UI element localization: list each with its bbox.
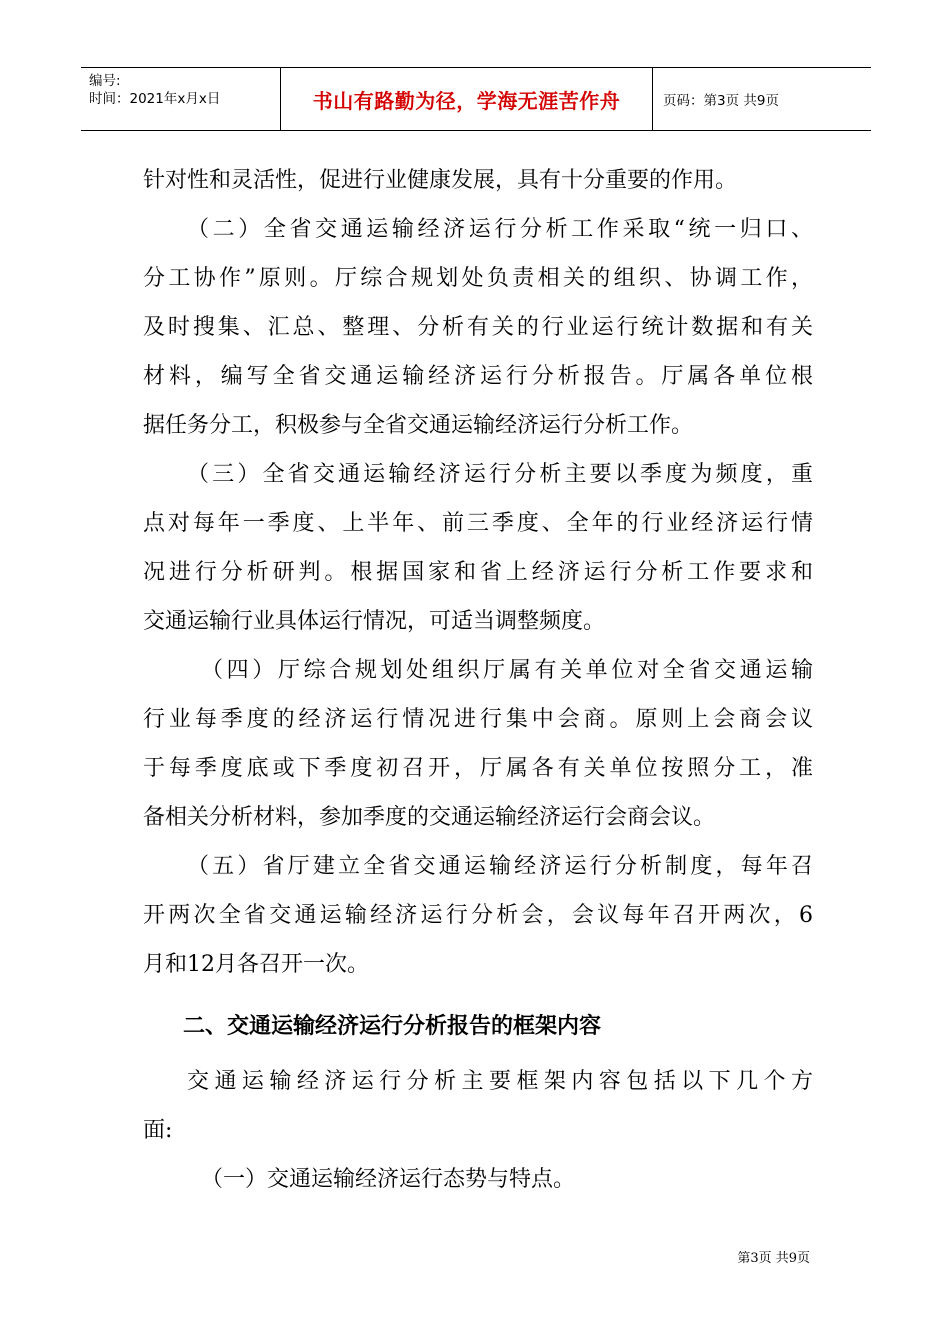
- header-table: [81, 67, 871, 131]
- paragraph-line: 于每季度底或下季度初召开，厅属各有关单位按照分工，准: [143, 756, 813, 781]
- paragraph-line: 及时搜集、汇总、整理、分析有关的行业运行统计数据和有关: [143, 315, 813, 340]
- paragraph-line: 面:: [143, 1118, 173, 1143]
- header-motto: 书山有路勤为径，学海无涯苦作舟: [281, 68, 653, 130]
- header-page-number: 页码：第3页 共9页: [663, 93, 779, 109]
- footer-page-number: 第3页 共9页: [737, 1251, 810, 1266]
- paragraph-line: 材料，编写全省交通运输经济运行分析报告。厅属各单位根: [143, 364, 813, 389]
- paragraph-line: （五）省厅建立全省交通运输经济运行分析制度，每年召: [187, 854, 813, 879]
- paragraph-line: （三）全省交通运输经济运行分析主要以季度为频度，重: [187, 462, 813, 487]
- paragraph-line: 交通运输经济运行分析主要框架内容包括以下几个方: [187, 1069, 813, 1094]
- section-heading: 二、交通运输经济运行分析报告的框架内容: [183, 1014, 602, 1039]
- paragraph-line: 点对每年一季度、上半年、前三季度、全年的行业经济运行情: [143, 511, 813, 536]
- document-date-label: 时间：2021年x月x日: [89, 91, 221, 107]
- paragraph-line: 交通运输行业具体运行情况，可适当调整频度。: [143, 609, 606, 634]
- paragraph-line: 备相关分析材料，参加季度的交通运输经济运行会商会议。: [143, 805, 716, 830]
- paragraph-line: 月和12月各召开一次。: [143, 952, 369, 977]
- document-number-label: 编号:: [89, 73, 121, 89]
- subsection-heading: （一）交通运输经济运行态势与特点。: [201, 1167, 576, 1192]
- paragraph-line: 况进行分析研判。根据国家和省上经济运行分析工作要求和: [143, 560, 813, 585]
- document-body: [143, 156, 813, 1204]
- paragraph-line: （二）全省交通运输经济运行分析工作采取“统一归口、: [187, 217, 813, 242]
- paragraph-line: 针对性和灵活性，促进行业健康发展，具有十分重要的作用。: [143, 168, 738, 193]
- paragraph-line: （四）厅综合规划处组织厅属有关单位对全省交通运输: [201, 658, 813, 683]
- paragraph-line: 据任务分工，积极参与全省交通运输经济运行分析工作。: [143, 413, 694, 438]
- paragraph-line: 行业每季度的经济运行情况进行集中会商。原则上会商会议: [143, 707, 813, 732]
- paragraph-line: 分工协作”原则。厅综合规划处负责相关的组织、协调工作，: [143, 266, 813, 291]
- header-info-cell: [81, 68, 281, 130]
- paragraph-line: 开两次全省交通运输经济运行分析会，会议每年召开两次，6: [143, 903, 813, 928]
